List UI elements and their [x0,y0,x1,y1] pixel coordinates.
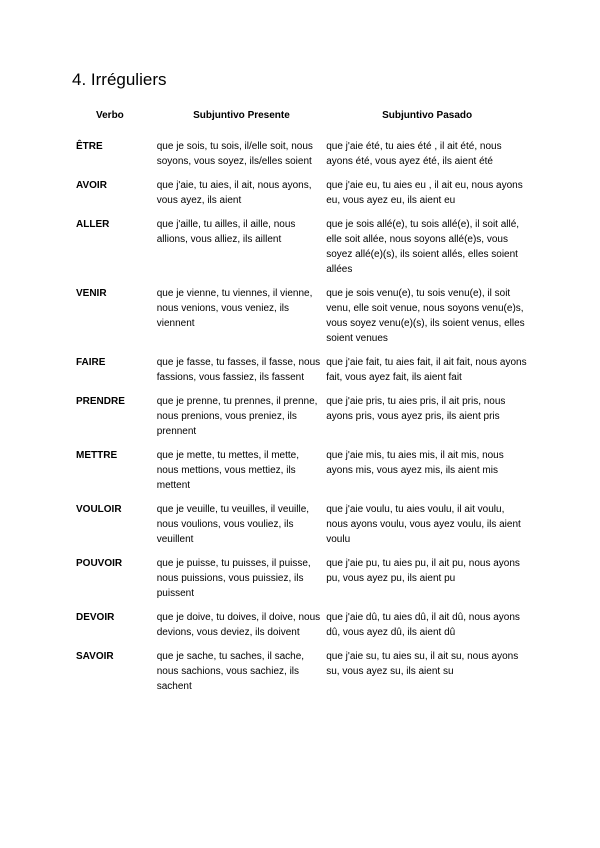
past-cell: que j'aie voulu, tu aies voulu, il ait voulu, nous ayons voulu, vous ayez voulu, ils aient voulu [326,504,521,545]
table-row [72,448,528,502]
table-row [72,178,528,217]
verb-cell: AVOIR [76,180,107,191]
present-cell: que je mette, tu mettes, il mette, nous mettions, vous mettiez, ils mettent [156,450,300,491]
table-body [72,139,528,703]
present-cell: que je doive, tu doives, il doive, nous devions, vous deviez, ils doivent [156,612,321,638]
verb-cell: METTRE [76,450,118,461]
verb-cell: ÊTRE [76,141,103,152]
verb-cell: VENIR [76,288,107,299]
header-present: Subjuntivo Presente [193,110,290,121]
table-row [72,286,528,355]
table-row [72,649,528,703]
verb-cell: ALLER [76,219,110,230]
header-verb: Verbo [96,110,124,121]
past-cell: que j'aie eu, tu aies eu , il ait eu, nous ayons eu, vous ayez eu, ils aient eu [326,180,523,206]
present-cell: que je fasse, tu fasses, il fasse, nous fassions, vous fassiez, ils fassent [156,357,321,383]
verb-cell: FAIRE [76,357,106,368]
verb-cell: SAVOIR [76,651,114,662]
header-past: Subjuntivo Pasado [382,110,473,121]
past-cell: que j'aie su, tu aies su, il ait su, nous ayons su, vous ayez su, ils aient su [326,651,519,677]
past-cell: que j'aie fait, tu aies fait, il ait fait, nous ayons fait, vous ayez fait, ils aient fait [326,357,527,383]
present-cell: que je vienne, tu viennes, il vienne, nous venions, vous veniez, ils viennent [156,288,313,329]
present-cell: que je puisse, tu puisses, il puisse, nous puissions, vous puissiez, ils puissent [156,558,311,599]
verb-cell: VOULOIR [76,504,122,515]
table-row [72,556,528,610]
past-cell: que j'aie été, tu aies été , il ait été, nous ayons été, vous ayez été, ils aient été [326,141,502,167]
past-cell: que j'aie dû, tu aies dû, il ait dû, nous ayons dû, vous ayez dû, ils aient dû [326,612,520,638]
verb-cell: DEVOIR [76,612,115,623]
past-cell: que j'aie pu, tu aies pu, il ait pu, nous ayons pu, vous ayez pu, ils aient pu [326,558,520,584]
table-row [72,394,528,448]
present-cell: que je prenne, tu prennes, il prenne, nous prenions, vous preniez, ils prennent [156,396,318,437]
conjugation-table [72,108,528,703]
present-cell: que je sache, tu saches, il sache, nous sachions, vous sachiez, ils sachent [156,651,305,692]
table-row [72,355,528,394]
past-cell: que j'aie pris, tu aies pris, il ait pris, nous ayons pris, vous ayez pris, ils aient pris [326,396,506,422]
table-row [72,502,528,556]
present-cell: que j'aille, tu ailles, il aille, nous allions, vous alliez, ils aillent [156,219,296,245]
past-cell: que j'aie mis, tu aies mis, il ait mis, nous ayons mis, vous ayez mis, ils aient mis [326,450,504,476]
present-cell: que j'aie, tu aies, il ait, nous ayons, vous ayez, ils aient [156,180,312,206]
table-row [72,610,528,649]
verb-cell: PRENDRE [76,396,125,407]
present-cell: que je sois, tu sois, il/elle soit, nous soyons, vous soyez, ils/elles soient [156,141,313,167]
table-row [72,217,528,286]
section-title: 4. Irréguliers [72,70,167,89]
table-header-row [72,108,528,139]
table-row [72,139,528,178]
past-cell: que je sois allé(e), tu sois allé(e), il soit allé, elle soit allée, nous soyons allé(e)s, vous soyez allé(e)(s), ils soient allés, elles soient allées [326,219,520,275]
verb-cell: POUVOIR [76,558,123,569]
past-cell: que je sois venu(e), tu sois venu(e), il soit venu, elle soit venue, nous soyons venu(e)s, vous soyez venu(e)(s), ils soient venus, elles soient venues [326,288,525,344]
present-cell: que je veuille, tu veuilles, il veuille, nous voulions, vous vouliez, ils veuillent [156,504,310,545]
